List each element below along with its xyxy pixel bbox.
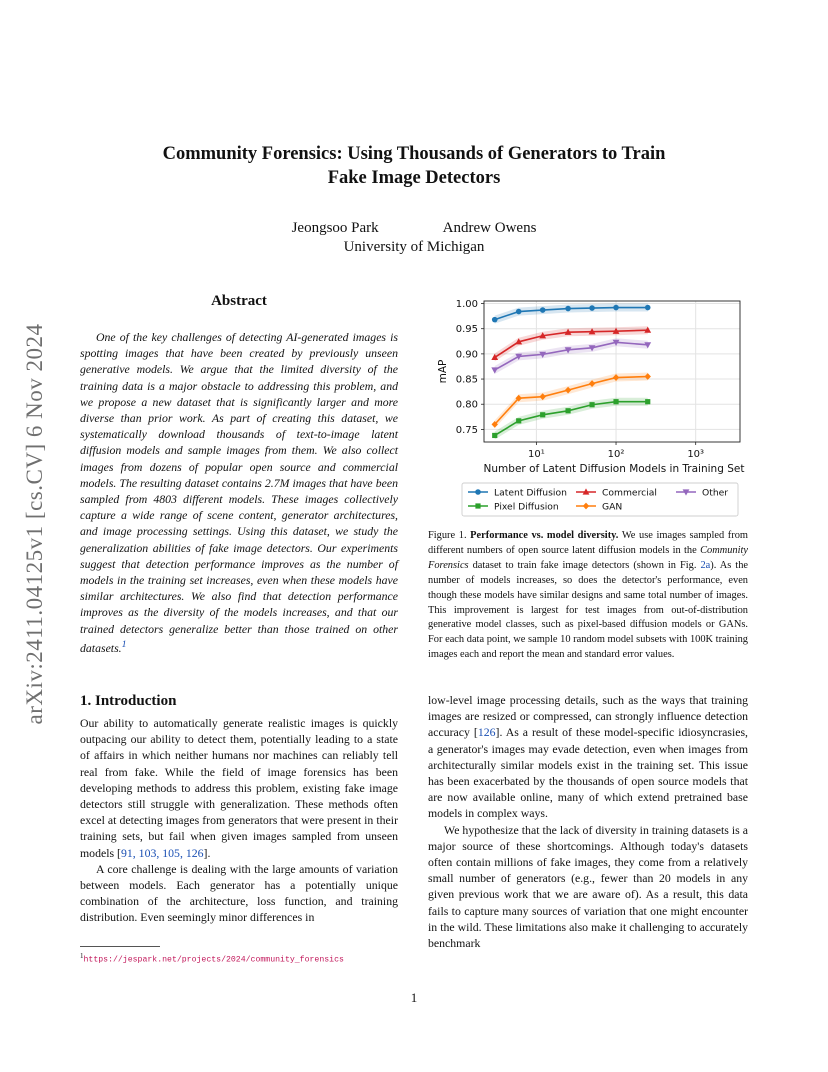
marker-square: [540, 412, 545, 417]
marker-circle: [613, 305, 619, 311]
y-tick-label: 0.95: [455, 324, 478, 336]
y-tick-label: 0.80: [455, 399, 478, 411]
marker-circle: [516, 309, 522, 315]
footnote-link[interactable]: https://jespark.net/projects/2024/community_forensics: [83, 955, 344, 965]
author-name: Jeongsoo Park: [291, 220, 379, 236]
abstract-text: One of the key challenges of detecting AI-generated images is spotting images that have been created by previously unseen generative models. We argue that the limited diversity of the training data is a major obstacle to addressing this problem, and we propose a new dataset that is significantly larger and more diverse than prior work. As part of creating this dataset, we systematically download thousands of text-to-image latent diffusion models and sample images from them. We also collect images from dozens of popular open source and commercial models. The resulting dataset contains 2.7M images that have been sampled from 4803 different models. These images collectively capture a wide range of scene content, generator architectures, and image processing settings. Using this dataset, we study the generalization abilities of fake image detectors. Our experiments suggest that detection performance improves as the number of models in the training set increases, even when these models have similar architectures. We also find that detection performance improves as the diversity of the models increases, and that our trained detectors generalize better than those trained on other datasets.$^1$: [80, 330, 398, 655]
marker-circle: [565, 306, 571, 312]
marker-circle: [492, 317, 498, 323]
marker-circle: [645, 305, 651, 311]
abstract-heading: Abstract: [211, 293, 267, 309]
figure-1-chart: [428, 294, 748, 518]
legend-label: Pixel Diffusion: [494, 501, 559, 513]
intro-column: [80, 715, 398, 926]
marker-square: [492, 433, 497, 438]
legend-label: Latent Diffusion: [494, 487, 567, 499]
marker-square: [475, 503, 480, 508]
legend-label: GAN: [602, 501, 623, 513]
footnote: $^1$https://jespark.net/projects/2024/community_forensics: [80, 952, 344, 965]
y-axis-label: mAP: [437, 359, 449, 384]
y-tick-label: 0.90: [455, 349, 478, 361]
marker-square: [565, 408, 570, 413]
paragraph: Our ability to automatically generate realistic images is quickly outpacing our ability to detect them, potentially leading to a state of affairs in which neither humans nor machines can reliably tell real from fake. While the field of image forensics has been developing methods to address this problem, existing fake image detectors still struggle with generalization. These methods often excel at detecting images from generators that were present in their training sets, but fail when given images sampled from unseen models [91, 103, 105, 126].: [80, 716, 398, 860]
page-number: 1: [410, 990, 418, 1005]
marker-square: [589, 402, 594, 407]
citation-link[interactable]: 126: [477, 725, 496, 740]
paragraph: We hypothesize that the lack of diversity in training datasets is a major source of these shortcomings. Although today's datasets often contain millions of fake images, they come from a relatively small number of generators (e.g., fewer than 20 models in any given previous work that we are aware of). As a result, this data fails to capture many sources of variation that one might encounter in the wild. These limitations also make it challenging to accurately benchmark: [428, 822, 748, 951]
y-tick-label: 0.85: [455, 374, 478, 386]
marker-square: [613, 399, 618, 404]
marker-circle: [475, 489, 481, 495]
intro-heading: 1. Introduction: [80, 693, 177, 709]
arxiv-stamp: arXiv:2411.04125v1 [cs.CV] 6 Nov 2024: [22, 323, 47, 725]
marker-circle: [589, 305, 595, 311]
x-tick-label: 10³: [687, 449, 705, 460]
x-axis-label: Number of Latent Diffusion Models in Training Set: [483, 463, 745, 475]
figure-1-caption: Figure 1. Performance vs. model diversity. We use images sampled from different numbers of open source latent diffusion models in the Community Forensics dataset to train fake image detectors (shown in Fig. 2a). As the number of models increases, so does the detector's performance, even though these models have similar designs and same total number of images. This improvement is largest for test images from out-of-distribution generative model classes, such as pixel-based diffusion models or GANs. For each data point, we sample 10 random model subsets with 100K training images each and report the mean and standard error values.: [428, 530, 749, 661]
authors-block: [100, 219, 728, 257]
paragraph: A core challenge is dealing with the large amounts of variation between models. Each generator has a potentially unique combination of the architecture, loss function, and training distribution. Even seemingly minor differences in: [80, 861, 398, 925]
footnote-ref[interactable]: 1: [121, 638, 127, 650]
citation-link[interactable]: 91, 103, 105, 126: [120, 845, 204, 860]
line-chart: [428, 294, 748, 518]
marker-square: [516, 418, 521, 423]
figure-ref-link[interactable]: 2a: [700, 559, 711, 571]
y-tick-label: 0.75: [455, 424, 478, 436]
paper-title: Community Forensics: Using Thousands of Generators to Train Fake Image Detectors: [162, 144, 666, 188]
paragraph: low-level image processing details, such as the ways that training images are resized or compressed, can strongly influence detection accuracy [126]. As a result of these model-specific idiosyncrasies, a generator's images may evade detection, even when images from architecturally similar models exist in the training set. This issue has been exacerbated by the thousands of open source models that are now available online, many of which extend pretrained base models in complex ways.: [428, 693, 748, 821]
x-tick-label: 10²: [607, 449, 625, 460]
right-column-text: [428, 692, 748, 951]
y-tick-label: 1.00: [455, 299, 478, 311]
author-name: Andrew Owens: [442, 220, 537, 236]
marker-circle: [540, 307, 546, 313]
footnote-divider: [80, 946, 160, 947]
x-tick-label: 10¹: [528, 449, 545, 460]
legend-label: Other: [702, 487, 729, 499]
legend-label: Commercial: [602, 487, 657, 499]
affiliation: University of Michigan: [343, 239, 485, 255]
marker-square: [645, 399, 650, 404]
